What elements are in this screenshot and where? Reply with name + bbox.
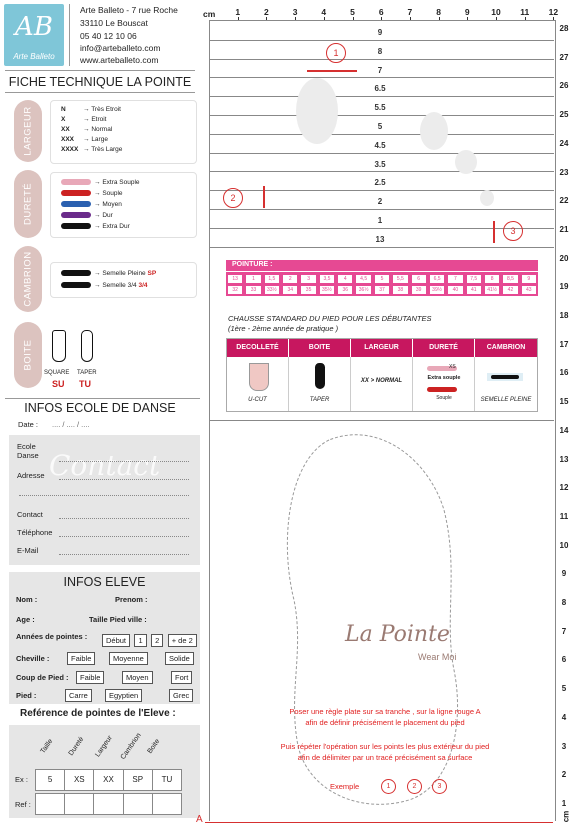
coup-moyen[interactable]: Moyen xyxy=(122,671,153,684)
line-a-label: A xyxy=(196,814,203,825)
ruler-tick-label: 7 xyxy=(407,7,413,17)
pointure-cell: 32 xyxy=(227,285,243,295)
pointure-cell: 3 xyxy=(300,274,316,284)
square-box-icon xyxy=(52,330,66,362)
standard-table xyxy=(226,338,538,412)
contact-label: Contact xyxy=(17,510,43,519)
annees-plus-2[interactable]: + de 2 xyxy=(168,634,197,647)
ruler-right-label: 28 xyxy=(559,24,569,33)
sole-34-icon xyxy=(61,282,91,288)
pointure-cell: 5 xyxy=(374,274,390,284)
website-link[interactable]: www.arteballeto.com xyxy=(80,55,159,65)
annees-label: Années de pointes : xyxy=(16,632,88,641)
ruler-right-label: 15 xyxy=(559,397,569,407)
pointure-cell: 8,5 xyxy=(502,274,518,284)
pointure-cell: 7 xyxy=(447,274,463,284)
ruler-right-label: 10 xyxy=(559,540,569,550)
ref-durete-cell[interactable] xyxy=(65,794,94,814)
fiche-title: FICHE TECHNIQUE LA POINTE xyxy=(8,75,192,89)
shoe-h-icon xyxy=(61,212,91,218)
divider xyxy=(5,70,195,71)
telephone-field[interactable] xyxy=(59,536,189,537)
ex-durete: XS xyxy=(65,770,94,790)
annees-2[interactable]: 2 xyxy=(151,634,163,647)
ruler-right-label: 17 xyxy=(559,339,569,349)
ex-label: Ex : xyxy=(15,775,28,784)
pointure-cell: 40 xyxy=(447,285,463,295)
ruler-right-label: 8 xyxy=(561,598,567,607)
ruler-tick-label: 1 xyxy=(235,7,241,17)
standard-title: CHAUSSE STANDARD DU PIED POUR LES DÉBUTANTES xyxy=(228,314,432,323)
std-header-largeur: LARGEUR xyxy=(351,339,412,357)
marker-2: 2 xyxy=(223,188,243,208)
brand-name: La Pointe xyxy=(345,622,450,647)
header-boite: Boite xyxy=(146,737,162,756)
pointure-cell: 35½ xyxy=(319,285,335,295)
pied-label: Pied : xyxy=(16,691,37,700)
pointure-cell: 1,5 xyxy=(264,274,280,284)
ruler-right-label: 13 xyxy=(559,454,569,464)
date-label: Date : xyxy=(18,420,39,429)
ecole-form xyxy=(9,435,200,565)
ex-row xyxy=(35,769,182,791)
ruler-unit-top: cm xyxy=(203,9,216,19)
std-header-durete: DURETÉ xyxy=(413,339,474,357)
cambrion-legend xyxy=(50,262,197,298)
ruler-right-label: 1 xyxy=(561,798,567,808)
ruler-right-label: 11 xyxy=(559,511,569,521)
durete-row: → Extra Souple xyxy=(61,179,140,186)
taille-pied-label: Taille Pied ville : xyxy=(89,615,147,624)
size-label: 8 xyxy=(377,46,383,56)
pointure-cell: 4 xyxy=(337,274,353,284)
divider xyxy=(5,92,195,93)
cheville-faible[interactable]: Faible xyxy=(67,652,95,665)
cheville-solide[interactable]: Solide xyxy=(165,652,194,665)
durete-row: → Extra Dur xyxy=(61,223,130,230)
size-line xyxy=(209,247,554,248)
prenom-label: Prenom : xyxy=(115,595,148,604)
size-line xyxy=(209,40,554,41)
size-line xyxy=(209,96,554,97)
pointure-header xyxy=(226,260,538,271)
annees-debut[interactable]: Début xyxy=(102,634,130,647)
std-header-cambrion: CAMBRION xyxy=(475,339,537,357)
pointure-cell: 3,5 xyxy=(319,274,335,284)
annees-options xyxy=(102,630,197,648)
pied-grec[interactable]: Grec xyxy=(169,689,193,702)
pointure-cell: 38 xyxy=(392,285,408,295)
size-label: 3.5 xyxy=(374,159,386,169)
date-field[interactable]: .... / .... / .... xyxy=(52,420,90,429)
size-line xyxy=(209,190,554,191)
ref-cambrion-cell[interactable] xyxy=(124,794,153,814)
ex-boite: TU xyxy=(161,775,173,784)
std-largeur-value: XX > NORMAL xyxy=(360,378,403,384)
std-durete-value: Extra souple xyxy=(427,375,461,381)
pointure-cell: 13 xyxy=(227,274,243,284)
divider xyxy=(5,398,200,399)
reference-title: Reférence de pointes de l'Eleve : xyxy=(20,708,176,719)
header-durete: Dureté xyxy=(67,735,86,758)
pointure-cell: 43 xyxy=(521,285,537,295)
ucut-icon xyxy=(249,363,269,391)
largeur-tag xyxy=(14,100,42,162)
annees-1[interactable]: 1 xyxy=(134,634,146,647)
pied-egyptien[interactable]: Egyptien xyxy=(105,689,142,702)
pointure-cell: 2 xyxy=(282,274,298,284)
ruler-tick-label: 8 xyxy=(436,7,441,17)
ref-taille-cell[interactable] xyxy=(36,794,65,814)
boite-tag xyxy=(14,322,42,388)
size-label: 6.5 xyxy=(374,84,386,94)
pointure-cell: 6,5 xyxy=(429,274,445,284)
boite-label: BOITE xyxy=(22,339,34,371)
pointure-title: POINTURE : xyxy=(232,261,273,268)
pointure-cell: 9 xyxy=(521,274,537,284)
ruler-right-label: 16 xyxy=(559,368,569,378)
shoe-m-icon xyxy=(61,201,91,207)
size-line xyxy=(209,153,554,154)
adresse-label: Adresse xyxy=(17,471,45,480)
footprint-toe xyxy=(455,150,477,174)
ruler-right-label: 2 xyxy=(561,770,567,780)
ref-boite-cell[interactable] xyxy=(153,794,181,814)
size-label: 1 xyxy=(377,216,383,225)
taper-label: TAPER xyxy=(77,370,97,376)
ruler-right-label: 24 xyxy=(559,138,569,148)
cambrion-row: → Semelle 3/4 3/4 xyxy=(61,282,148,289)
durete-tag xyxy=(14,170,42,238)
coup-faible[interactable]: Faible xyxy=(76,671,104,684)
std-cambrion-value: SEMELLE PLEINE xyxy=(480,397,532,403)
brand-by: Wear Moi xyxy=(418,652,457,662)
size-label: 2 xyxy=(377,197,383,207)
size-label: 4.5 xyxy=(374,140,386,150)
shoe-xs-icon xyxy=(61,179,91,185)
taper-box-icon xyxy=(81,330,93,362)
ruler-unit-right: cm xyxy=(561,810,570,823)
eleve-title: INFOS ELEVE xyxy=(63,575,146,589)
ruler-right-label: 27 xyxy=(559,52,569,62)
size-label: 7 xyxy=(377,65,383,75)
ref-row xyxy=(35,793,182,815)
std-durete-tag-xs: XS xyxy=(449,364,456,370)
pointure-cell: 37 xyxy=(374,285,390,295)
size-line xyxy=(209,134,554,135)
pointure-cell: 7,5 xyxy=(466,274,482,284)
pointure-cell: 5,5 xyxy=(392,274,408,284)
pointure-cell: 36½ xyxy=(355,285,371,295)
pointure-cell: 36 xyxy=(337,285,353,295)
brand-logo xyxy=(4,4,64,66)
taper-shoe-icon xyxy=(315,363,325,389)
sole-icon xyxy=(487,373,523,381)
size-line xyxy=(209,59,554,60)
pointure-cell: 39½ xyxy=(429,285,445,295)
pointure-cell: 42 xyxy=(502,285,518,295)
marker-2-line xyxy=(263,186,265,208)
standard-subtitle: (1ère - 2ème année de pratique ) xyxy=(228,324,339,333)
footprint-heel xyxy=(296,78,338,144)
ruler-right-label: 3 xyxy=(561,741,567,751)
size-label: 2.5 xyxy=(374,178,386,188)
ruler-right-label: 5 xyxy=(561,684,567,694)
std-header-boite: BOITE xyxy=(289,339,350,357)
marker-1-line xyxy=(307,70,357,72)
watermark: Contact xyxy=(49,449,161,482)
exemple-marker-1: 1 xyxy=(381,779,396,794)
size-line xyxy=(209,77,554,78)
pointure-cell: 33 xyxy=(245,285,261,295)
ex-largeur: XX xyxy=(94,770,123,790)
ruler-tick-label: 2 xyxy=(264,7,269,17)
pointure-cell: 35 xyxy=(300,285,316,295)
ruler-right-label: 4 xyxy=(561,712,567,722)
durete-row: → Souple xyxy=(61,190,123,197)
reference-table xyxy=(9,725,200,818)
ruler-right-label: 7 xyxy=(561,626,567,636)
marker-1: 1 xyxy=(326,43,346,63)
std-boite-value: TAPER xyxy=(309,397,330,403)
cambrion-tag xyxy=(14,246,42,312)
square-code: SU xyxy=(52,379,65,389)
telephone-label: Téléphone xyxy=(17,528,53,537)
ruler-right-label: 14 xyxy=(559,425,569,435)
pointure-cell: 1 xyxy=(245,274,261,284)
marker-3: 3 xyxy=(503,221,523,241)
line-a xyxy=(205,822,553,823)
largeur-label: LARGEUR xyxy=(22,106,34,156)
footprint-toe xyxy=(480,190,494,206)
header-cambrion: Cambrion xyxy=(119,732,143,761)
cheville-moyenne[interactable]: Moyenne xyxy=(109,652,148,665)
email-link[interactable]: info@arteballeto.com xyxy=(80,43,161,53)
shoe-s-icon xyxy=(61,190,91,196)
size-line xyxy=(209,171,554,172)
ruler-tick-label: 10 xyxy=(491,7,501,17)
nom-label: Nom : xyxy=(16,595,38,604)
ref-largeur-cell[interactable] xyxy=(94,794,123,814)
pointure-cell: 4,5 xyxy=(355,274,371,284)
ruler-right-label: 18 xyxy=(559,311,569,320)
pied-carre[interactable]: Carre xyxy=(65,689,92,702)
ruler-tick-label: 9 xyxy=(464,7,470,17)
ecole-title: INFOS ECOLE DE DANSE xyxy=(24,401,176,415)
instruction-line-1: Poser une règle plate sur sa tranche , sur la ligne rouge A xyxy=(289,707,481,716)
size-line xyxy=(209,209,554,210)
size-label: 13 xyxy=(375,234,385,244)
pointure-grid xyxy=(226,272,538,296)
std-durete-tag-s: Souple xyxy=(436,395,452,401)
email-field[interactable] xyxy=(59,554,189,555)
durete-legend xyxy=(50,172,197,238)
ex-taille: 5 xyxy=(36,770,65,790)
largeur-row: N → Très Etroit xyxy=(61,106,121,113)
coup-label: Coup de Pied : xyxy=(16,673,69,682)
cambrion-label: CAMBRION xyxy=(22,251,34,307)
size-label: 5 xyxy=(377,122,383,131)
ruler-right-label: 20 xyxy=(559,253,569,263)
instruction-line-4: afin de délimiter par un tracé précisément sa surface xyxy=(297,753,473,762)
address-line-1: Arte Balleto - 7 rue Roche xyxy=(80,5,178,15)
cambrion-row: → Semelle Pleine SP xyxy=(61,270,156,277)
ex-cambrion: SP xyxy=(124,770,153,790)
pointure-cell: 41½ xyxy=(484,285,500,295)
pointure-cell: 33½ xyxy=(264,285,280,295)
square-label: SQUARE xyxy=(44,370,70,376)
divider xyxy=(412,357,413,411)
footprint-toe xyxy=(420,112,448,150)
ruler-tick-label: 3 xyxy=(292,7,298,17)
ruler-right-label: 21 xyxy=(559,224,569,234)
divider xyxy=(350,357,351,411)
cheville-label: Cheville : xyxy=(16,654,50,663)
ruler-tick-label: 11 xyxy=(520,7,530,17)
header-largeur: Largeur xyxy=(94,734,114,759)
adresse-field[interactable] xyxy=(59,479,189,480)
adresse-field-2[interactable] xyxy=(19,495,189,496)
ruler-right-label: 9 xyxy=(561,569,567,579)
largeur-row: X → Etroit xyxy=(61,116,107,123)
exemple-label: Exemple xyxy=(330,782,360,791)
durete-row: → Moyen xyxy=(61,201,122,208)
header-taille: Taille xyxy=(39,737,55,756)
instruction-line-3: Puis répéter l'opération sur les points les plus extérieur du pied xyxy=(280,742,490,751)
shoe-s-icon xyxy=(427,387,457,392)
std-header-decollete: DECOLLETÉ xyxy=(227,339,288,357)
largeur-row: XXXX → Très Large xyxy=(61,146,123,153)
size-label: 5.5 xyxy=(374,103,386,113)
logo-letters: AB xyxy=(15,12,53,42)
ruler-right-label: 26 xyxy=(559,81,569,91)
size-label: 9 xyxy=(377,28,383,37)
taper-code: TU xyxy=(79,379,91,389)
ruler-right-label: 19 xyxy=(559,282,569,292)
ruler-right-label: 22 xyxy=(559,196,569,206)
pointure-cell: 41 xyxy=(466,285,482,295)
eleve-form xyxy=(9,572,200,704)
sole-full-icon xyxy=(61,270,91,276)
phone-number: 05 40 12 10 06 xyxy=(80,31,137,41)
coup-fort[interactable]: Fort xyxy=(171,671,192,684)
largeur-row: XXX → Large xyxy=(61,136,108,143)
address-line-2: 33110 Le Bouscat xyxy=(80,18,148,28)
ref-label: Ref : xyxy=(15,800,31,809)
largeur-row: XX → Normal xyxy=(61,126,113,133)
ruler-tick-label: 4 xyxy=(321,7,327,17)
ruler-right-label: 25 xyxy=(559,110,569,120)
ruler-tick-label: 5 xyxy=(350,7,355,17)
age-label: Age : xyxy=(16,615,35,624)
logo-name: Arte Balleto xyxy=(13,52,55,61)
exemple-marker-3: 3 xyxy=(432,779,447,794)
largeur-legend xyxy=(50,100,197,164)
durete-row: → Dur xyxy=(61,212,113,219)
ruler-right-label: 23 xyxy=(559,167,569,177)
pointure-cell: 39 xyxy=(411,285,427,295)
pointure-cell: 6 xyxy=(411,274,427,284)
size-line xyxy=(209,115,554,116)
std-decollete-value: U-CUT xyxy=(248,397,267,403)
ruler-right-label: 6 xyxy=(561,655,567,665)
ecole-label: Ecole Danse xyxy=(17,442,39,460)
email-label: E-Mail xyxy=(17,546,39,555)
ruler-tick-label: 12 xyxy=(548,7,559,17)
exemple-marker-2: 2 xyxy=(407,779,422,794)
durete-label: DURETÉ xyxy=(22,182,34,226)
ruler-right-label: 12 xyxy=(559,483,569,493)
instruction-line-2: afin de définir précisément le placement du pied xyxy=(305,718,465,727)
reference-headers xyxy=(33,729,188,769)
pointure-cell: 8 xyxy=(484,274,500,284)
ecole-field[interactable] xyxy=(59,461,189,462)
pointure-cell: 34 xyxy=(282,285,298,295)
shoe-xh-icon xyxy=(61,223,91,229)
contact-field[interactable] xyxy=(59,518,189,519)
marker-3-line xyxy=(493,221,495,243)
ruler-tick-label: 6 xyxy=(378,7,384,17)
header-divider xyxy=(69,4,70,66)
